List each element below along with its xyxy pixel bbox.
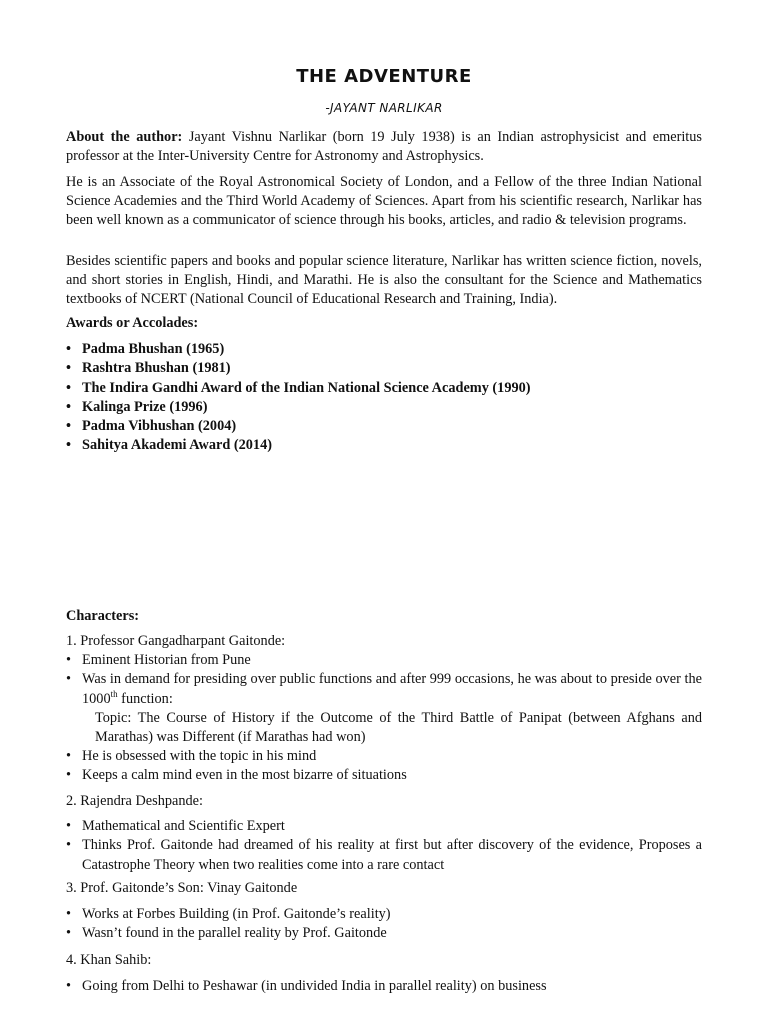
list-item: • He is obsessed with the topic in his mind (66, 747, 702, 766)
list-item: • The Indira Gandhi Award of the Indian National Science Academy (1990) (66, 379, 702, 398)
character-1-section (66, 632, 702, 785)
author-bio-paragraph-2 (66, 252, 702, 309)
list-item: • Wasn’t found in the parallel reality by Prof. Gaitonde (66, 924, 702, 943)
list-item: • Was in demand for presiding over public functions and after 999 occasions, he was about to preside over the 1000th function: (66, 670, 702, 709)
list-item: • Padma Vibhushan (2004) (66, 417, 702, 436)
list-item: • Rashtra Bhushan (1981) (66, 359, 702, 378)
character-3-title: 3. Prof. Gaitonde’s Son: Vinay Gaitonde (66, 880, 298, 896)
awards-heading-text: Awards or Accolades: (66, 315, 199, 331)
document-title: THE ADVENTURE (296, 66, 472, 87)
character-4-section (66, 951, 702, 970)
list-item: • Thinks Prof. Gaitonde had dreamed of his reality at first but after discovery of the evidence, Proposes a Catastrophe Theory when two realities come into a rare contact (66, 836, 702, 875)
character-1-topic: Topic: The Course of History if the Outcome of the Third Battle of Panipat (between Afghans and Marathas) was Different (if Marathas had won) (95, 709, 702, 745)
character-1-title: 1. Professor Gangadharpant Gaitonde: (66, 633, 286, 649)
paragraph: He is an Associate of the Royal Astronomical Society of London, and a Fellow of the three Indian National Science Academies and the Third World Academy of Sciences. Apart from his scientific research, Narlikar has been well known as a communicator of science through his books, articles, and radio & television programs. (66, 174, 702, 228)
character-4-list (66, 977, 702, 996)
about-author-paragraph (66, 128, 702, 166)
list-item: • Kalinga Prize (1996) (66, 398, 702, 417)
awards-list (66, 340, 702, 456)
list-item: • Sahitya Akademi Award (2014) (66, 436, 702, 455)
about-author-text: Jayant Vishnu Narlikar (born 19 July 1938) is an Indian astrophysicist and emeritus professor at the Inter-University Centre for Astronomy and Astrophysics. (66, 129, 702, 164)
characters-heading (66, 607, 702, 626)
list-item: • Going from Delhi to Peshawar (in undivided India in parallel reality) on business (66, 977, 702, 996)
character-2-title: 2. Rajendra Deshpande: (66, 793, 203, 809)
characters-heading-text: Characters: (66, 608, 140, 624)
awards-heading (66, 314, 702, 333)
character-4-title: 4. Khan Sahib: (66, 952, 152, 968)
character-3-list (66, 905, 702, 944)
about-author-label: About the author: (66, 129, 183, 145)
list-item: • Mathematical and Scientific Expert (66, 817, 702, 836)
character-3-section (66, 879, 702, 898)
about-author-section (66, 128, 702, 166)
list-item: • Padma Bhushan (1965) (66, 340, 702, 359)
list-item: • Keeps a calm mind even in the most bizarre of situations (66, 766, 702, 785)
character-2-section (66, 792, 702, 811)
list-item: • Works at Forbes Building (in Prof. Gaitonde’s reality) (66, 905, 702, 924)
author-byline: -JAYANT NARLIKAR (325, 101, 443, 115)
author-bio-paragraph-1 (66, 173, 702, 230)
paragraph: Besides scientific papers and books and popular science literature, Narlikar has written science fiction, novels, and short stories in English, Hindi, and Marathi. He is also the consultant for the Science and Mathematics textbooks of NCERT (National Council of Educational Research and Training, India). (66, 253, 702, 307)
list-item: • Eminent Historian from Pune (66, 651, 702, 670)
character-2-list (66, 817, 702, 875)
